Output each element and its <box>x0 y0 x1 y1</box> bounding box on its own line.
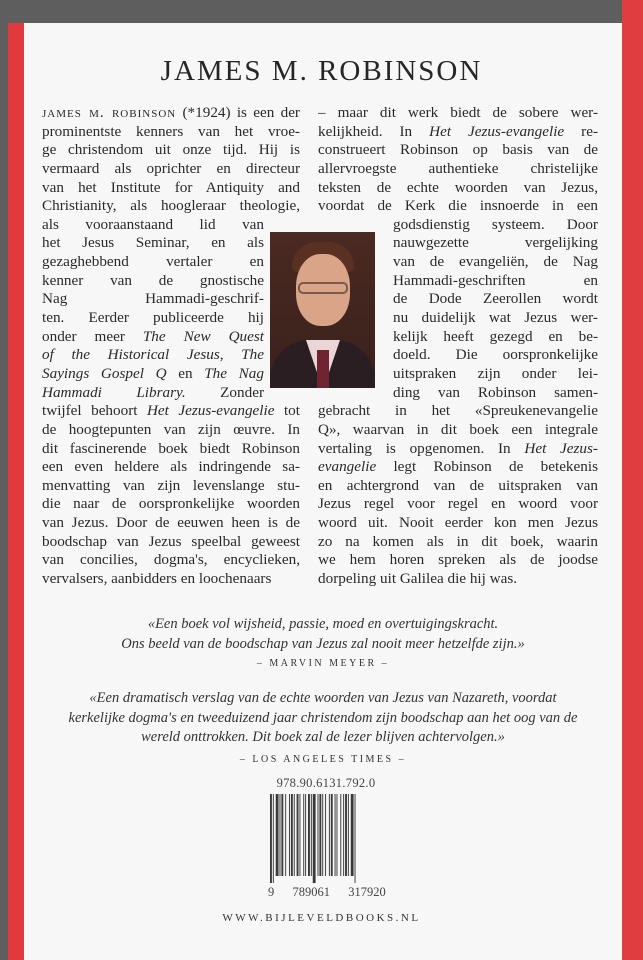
blurb-line <box>42 104 300 122</box>
barcode-bar <box>311 794 312 876</box>
text-segment: Q», waarvan in dit boek een integrale <box>318 420 598 438</box>
text-segment: die naar de oorspronkelijke woorden <box>42 495 300 513</box>
blurb-line <box>42 477 300 495</box>
barcode-bar <box>289 794 290 876</box>
blurb-line <box>42 570 300 588</box>
barcode-bar <box>343 794 344 876</box>
blurb-line <box>42 421 300 439</box>
blurb-line <box>318 104 598 122</box>
blurb-line <box>42 216 264 234</box>
text-segment: vervalsers, aanbidders en loochenaars <box>42 570 272 587</box>
barcode-bar <box>322 794 323 876</box>
quote-line: wereld onttrokken. Dit boek zal de lezer blijven achtervolgen.» <box>141 729 505 745</box>
barcode-bar <box>291 794 293 876</box>
text-segment: ge christendom uit onze tijd. Hij is <box>42 141 300 159</box>
quote-line: kerkelijke dogma's en tweeduizend jaar christendom zijn boodschap aan het oog van de <box>68 709 578 726</box>
barcode-bar <box>297 794 299 876</box>
barcode-bar <box>285 794 286 876</box>
text-segment: voordat de Kerk die insnoerde in een <box>318 197 598 215</box>
blurb-line <box>42 365 264 383</box>
blurb-line <box>393 309 598 327</box>
text-segment: kelijkheid. In <box>318 122 430 140</box>
text-segment: onder meer <box>42 327 143 345</box>
text-segment: dit fascinerende boek biedt Robinson <box>42 439 300 457</box>
text-segment: Jezus regel voor regel en woord voor <box>318 495 598 513</box>
blurb-line <box>318 141 598 159</box>
text-segment: van Jezus. Door de eeuwen heen is de <box>42 514 300 532</box>
barcode-bar <box>308 794 310 876</box>
barcode-bar <box>319 794 321 876</box>
italic-title-text: evangelie <box>318 458 377 476</box>
text-segment: van het Institute for Antiquity and <box>42 178 300 196</box>
blurb-line <box>42 309 264 327</box>
text-segment: kenner van de gnostische <box>42 271 264 289</box>
blurb-line <box>318 533 598 551</box>
blurb-line <box>42 495 300 513</box>
text-segment: james m. robinson <box>42 104 177 121</box>
review-quote-1 <box>24 615 622 654</box>
text-segment: woord uit. Nooit eerder kon men Jezus <box>318 514 598 532</box>
text-segment: gezaghebbend vertaler en <box>42 253 264 271</box>
text-segment: allervroegste authentieke christelijke <box>318 159 598 177</box>
barcode-bar <box>305 794 306 876</box>
barcode-bar <box>325 794 326 876</box>
author-title: JAMES M. ROBINSON <box>160 55 483 87</box>
blurb-line <box>393 253 598 271</box>
text-segment: gebracht in het «Spreukenevangelie <box>318 402 598 420</box>
barcode <box>270 794 382 883</box>
italic-title-text: Het Jezus-evangelie <box>146 402 275 420</box>
blurb-line <box>318 570 598 588</box>
blurb-line <box>42 123 300 141</box>
review-quote-2 <box>24 689 622 748</box>
blurb-line <box>318 495 598 513</box>
quote-line: «Een dramatisch verslag van de echte woorden van Jezus van Nazareth, voordat <box>89 690 557 706</box>
text-segment: we hem horen spreken als de joodse <box>318 551 598 569</box>
barcode-bar <box>337 794 338 876</box>
barcode-bar <box>280 794 281 876</box>
barcode-bar <box>299 794 300 876</box>
barcode-bar <box>345 794 347 876</box>
text-segment: vermaard als oprichter en directeur <box>42 159 300 177</box>
barcode-bar <box>303 794 304 876</box>
blurb-line <box>318 421 598 439</box>
text-segment: menvatting van zijn levenslange stu- <box>42 476 300 494</box>
quote-attribution: – LOS ANGELES TIMES – <box>239 754 407 765</box>
blurb-line <box>42 458 300 476</box>
text-segment: van de evangeliën, de Nag <box>393 253 598 271</box>
barcode-bar <box>273 794 274 883</box>
text-segment: prominentste kenners van het vroe- <box>42 122 300 140</box>
text-segment: re- <box>564 122 598 140</box>
text-segment: vertaling is opgenomen. In <box>318 439 525 457</box>
italic-title-text: Sayings Gospel Q <box>42 364 167 382</box>
text-segment: dorpeling uit Galilea die hij was. <box>318 570 518 587</box>
blurb-line <box>42 551 300 569</box>
text-segment: kelijk heeft gezegd en be- <box>393 327 598 345</box>
blurb-line <box>42 179 300 197</box>
blurb-line <box>42 253 264 271</box>
blurb-line <box>318 551 598 569</box>
blurb-line <box>42 346 264 364</box>
publisher-website: WWW.BIJLEVELDBOOKS.NL <box>222 912 421 924</box>
text-segment: en achtergrond van de uitspraken van <box>318 476 598 494</box>
blurb-line <box>318 514 598 532</box>
text-segment: ding van Robinson samen- <box>393 383 598 401</box>
text-segment: van concilies, dogma's, encyclieken, <box>42 551 300 569</box>
text-segment: twijfel behoort <box>42 402 147 420</box>
barcode-bar <box>276 794 279 876</box>
blurb-line <box>42 141 300 159</box>
blurb-line <box>42 440 300 458</box>
blurb-line <box>42 533 300 551</box>
blurb-line <box>318 160 598 178</box>
text-segment: , <box>219 346 242 364</box>
barcode-bar <box>294 794 295 876</box>
text-segment: boodschap van Jezus speelbal geweest <box>42 532 300 550</box>
quote-line: «Een boek vol wijsheid, passie, moed en overtuigingskracht. <box>147 616 499 632</box>
italic-title-text: Het Jezus- <box>524 439 598 457</box>
barcode-bar <box>313 794 316 883</box>
barcode-bar <box>335 794 336 876</box>
text-segment: uitspraken zijn onder lei- <box>393 364 598 382</box>
text-segment: teksten de echte woorden van Jezus, <box>318 178 598 196</box>
quote-attribution: – MARVIN MEYER – <box>256 658 390 669</box>
blurb-line <box>393 384 598 402</box>
text-segment: (*1924) is een der <box>176 104 300 121</box>
blurb-line <box>42 160 300 178</box>
blurb-line <box>393 216 598 234</box>
barcode-bar <box>355 794 356 883</box>
blurb-line <box>393 272 598 290</box>
blurb-line <box>318 458 598 476</box>
text-segment: doeld. Die oorspronkelijke <box>393 346 598 364</box>
blurb-line <box>318 402 598 420</box>
barcode-digits: 9 789061 317920 <box>268 885 386 899</box>
barcode-bar <box>340 794 341 876</box>
text-segment: het Jesus Seminar, en als <box>42 234 264 252</box>
blurb-line <box>42 234 264 252</box>
text-segment: een even heldere als indringende sa- <box>42 458 300 476</box>
text-segment: als vooraanstaand lid van <box>42 215 264 233</box>
blurb-line <box>318 179 598 197</box>
blurb-line <box>393 234 598 252</box>
italic-title-text: Het Jezus-evangelie <box>429 122 565 140</box>
blurb-line <box>393 346 598 364</box>
blurb-line <box>318 440 598 458</box>
barcode-bar <box>270 794 272 883</box>
barcode-bar <box>318 794 319 876</box>
text-segment: ten. Eerder publiceerde hij <box>42 309 264 327</box>
blurb-line <box>42 328 264 346</box>
author-photo <box>270 232 375 388</box>
blurb-line <box>42 402 300 420</box>
blurb-line <box>42 290 264 308</box>
text-segment: construeert Robinson op basis van de <box>318 141 598 159</box>
barcode-bar <box>331 794 333 876</box>
blurb-line <box>318 123 598 141</box>
text-segment: nu duidelijk wat Jezus wer- <box>393 309 598 327</box>
text-segment: de hoogtepunten van zijn œuvre. In <box>42 420 300 438</box>
text-segment: godsdienstig systeem. Door <box>393 215 598 233</box>
text-segment: de Dode Zeerollen wordt <box>393 290 598 308</box>
text-segment: Nag Hammadi-geschrif- <box>42 290 264 308</box>
barcode-bar <box>281 794 283 876</box>
text-segment: Hammadi-geschriften en <box>393 271 598 289</box>
blurb-line <box>42 514 300 532</box>
text-segment: Zonder <box>185 383 265 401</box>
blurb-line <box>318 477 598 495</box>
italic-title-text: The <box>241 346 264 364</box>
barcode-bar <box>329 794 330 876</box>
italic-title-text: Hammadi Library. <box>42 383 186 401</box>
text-segment: nauwgezette vergelijking <box>393 234 598 252</box>
text-segment: en <box>166 364 205 382</box>
cover-red-border-right <box>622 0 643 960</box>
text-segment: Christianity, als hoogleraar theologie, <box>42 197 300 215</box>
barcode-bar <box>348 794 349 876</box>
text-segment: – maar dit werk biedt de sobere wer- <box>318 104 598 121</box>
barcode-bar <box>351 794 354 876</box>
italic-title-text: of the Historical Jesus <box>42 346 220 364</box>
blurb-line <box>42 197 300 215</box>
quote-line: Ons beeld van de boodschap van Jezus zal nooit meer hetzelfde zijn.» <box>121 635 525 652</box>
blurb-line <box>42 272 264 290</box>
blurb-line <box>393 290 598 308</box>
isbn-text: 978.90.6131.792.0 <box>276 776 376 790</box>
text-segment: zo na komen als in dit boek, waarin <box>318 532 598 550</box>
italic-title-text: The Nag <box>204 364 264 382</box>
text-segment: tot <box>274 402 300 420</box>
italic-title-text: The New Quest <box>142 327 264 345</box>
blurb-line <box>393 328 598 346</box>
blurb-line <box>42 384 264 402</box>
cover-red-border-left <box>8 23 24 960</box>
text-segment: legt Robinson de betekenis <box>376 458 598 476</box>
blurb-line <box>318 197 598 215</box>
blurb-line <box>393 365 598 383</box>
